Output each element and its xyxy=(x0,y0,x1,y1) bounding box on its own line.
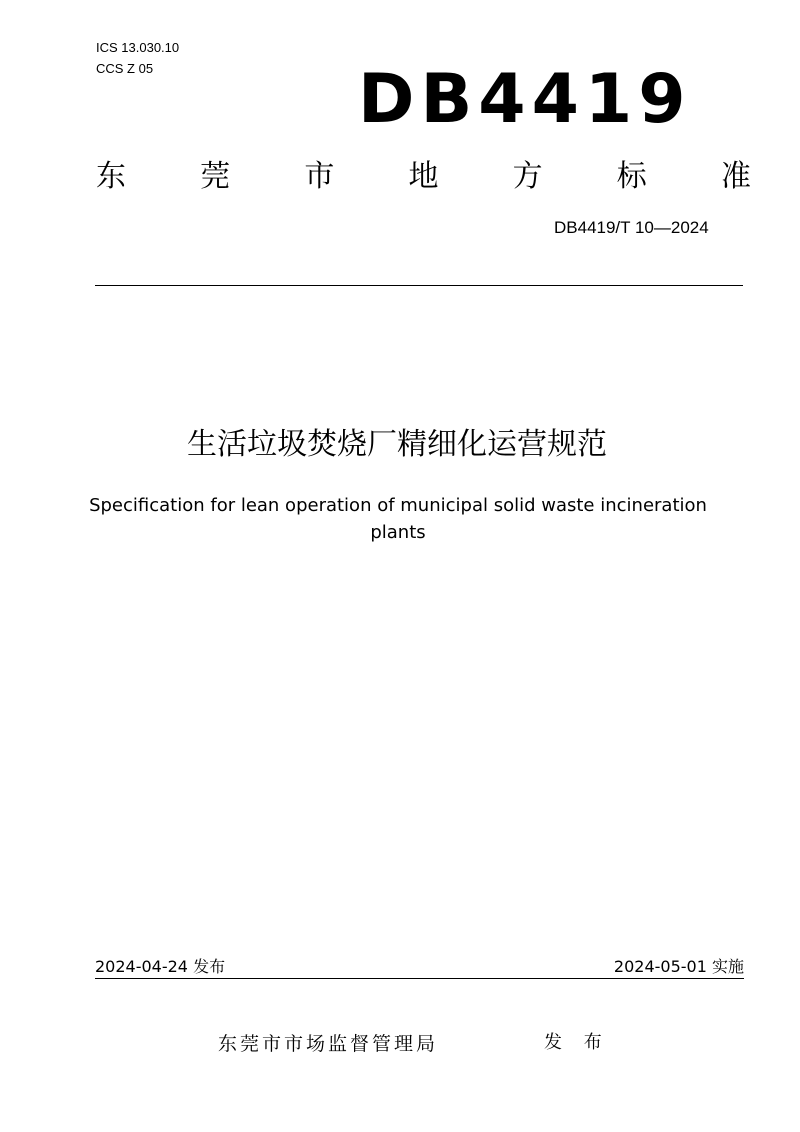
standard-type-char: 莞 xyxy=(200,159,231,194)
standard-type-char: 东 xyxy=(96,159,126,194)
standard-mark: DB4419 xyxy=(358,60,692,139)
implementation-date: 2024-05-01 实施 xyxy=(613,957,744,976)
footer-divider xyxy=(95,978,744,979)
issue-date: 2024-04-24 发布 xyxy=(95,957,226,976)
standard-number: DB4419/T 10—2024 xyxy=(554,218,709,237)
standard-type-char: 标 xyxy=(616,159,647,194)
publisher-name: 东莞市市场监督管理局 xyxy=(218,1033,439,1055)
standard-type-char: 准 xyxy=(720,159,751,194)
standard-type xyxy=(96,156,751,198)
ccs-code: CCS Z 05 xyxy=(96,61,154,76)
standard-type-char: 方 xyxy=(512,159,543,194)
ics-code: ICS 13.030.10 xyxy=(96,40,180,55)
header-divider xyxy=(95,285,743,286)
chinese-title: 生活垃圾焚烧厂精细化运营规范 xyxy=(187,427,607,462)
publish-label: 发 布 xyxy=(544,1032,610,1053)
english-title: Specification for lean operation of municipal solid waste incineration plants xyxy=(89,495,707,543)
standard-type-char: 地 xyxy=(408,159,439,194)
standard-type-char: 市 xyxy=(304,159,335,194)
